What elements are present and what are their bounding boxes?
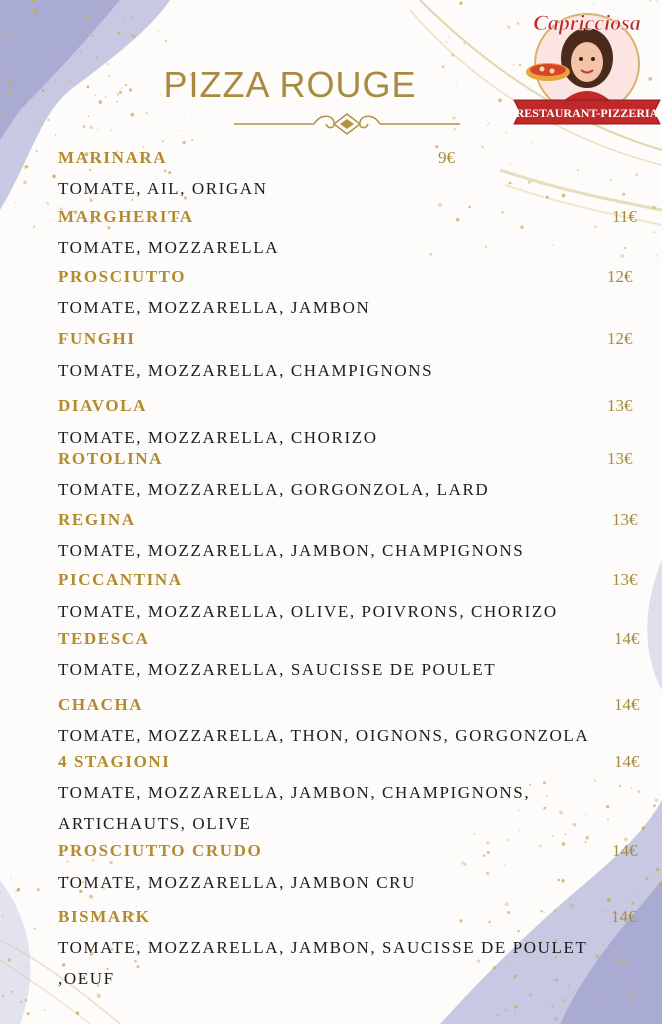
pizza-name: BISMARK xyxy=(58,907,151,926)
sparkle xyxy=(130,34,133,37)
sparkle xyxy=(124,19,126,21)
sparkle xyxy=(88,116,89,117)
sparkle xyxy=(504,865,506,867)
sparkle xyxy=(551,1005,554,1008)
pizza-name: PROSCIUTTO xyxy=(58,267,187,286)
sparkle xyxy=(514,1013,516,1015)
pizza-ingredients: ,OEUF xyxy=(58,969,115,988)
sparkle xyxy=(191,139,193,141)
sparkle xyxy=(20,1001,22,1003)
sparkle xyxy=(62,963,65,966)
pizza-ingredients: TOMATE, MOZZARELLA, JAMBON, SAUCISSE DE POULET xyxy=(58,938,588,957)
pizza-price: 13€ xyxy=(607,396,633,415)
sparkle xyxy=(131,113,135,117)
pizza-name: REGINA xyxy=(58,510,136,529)
sparkle xyxy=(656,255,658,257)
pizza-price: 9€ xyxy=(438,148,455,167)
sparkle xyxy=(493,966,496,969)
sparkle xyxy=(91,35,94,38)
pizza-price: 13€ xyxy=(612,570,638,589)
sparkle xyxy=(608,1007,609,1008)
sparkle xyxy=(481,146,484,149)
sparkle xyxy=(517,930,520,933)
sparkle xyxy=(111,130,113,132)
sparkle xyxy=(639,892,641,894)
sparkle xyxy=(555,1017,559,1021)
sparkle xyxy=(80,50,82,52)
sparkle xyxy=(573,823,577,827)
sparkle xyxy=(543,911,545,913)
sparkle xyxy=(96,56,98,58)
sparkle xyxy=(15,202,16,203)
sparkle xyxy=(554,909,557,912)
sparkle xyxy=(133,35,136,38)
pizza-ingredients: TOMATE, MOZZARELLA, THON, OIGNONS, GORGONZOLA xyxy=(58,726,590,745)
sparkle xyxy=(131,199,133,201)
sparkle xyxy=(46,202,49,205)
sparkle xyxy=(483,855,485,857)
sparkle xyxy=(2,56,4,58)
sparkle xyxy=(619,785,622,788)
sparkle xyxy=(486,841,489,844)
sparkle xyxy=(51,53,54,56)
sparkle xyxy=(11,991,13,993)
sparkle xyxy=(2,915,4,917)
sparkle xyxy=(463,43,465,45)
sparkle xyxy=(594,226,596,228)
logo-banner-text: RESTAURANT-PIZZERIA xyxy=(515,106,659,120)
sparkle xyxy=(97,994,101,998)
sparkle xyxy=(596,1006,598,1008)
sparkle xyxy=(658,892,659,893)
sparkle xyxy=(505,1009,507,1011)
sparkle xyxy=(655,798,659,802)
sparkle xyxy=(529,993,532,996)
sparkle xyxy=(33,8,34,9)
sparkle xyxy=(39,120,41,122)
sparkle xyxy=(570,904,573,907)
sparkle xyxy=(552,244,553,245)
pizza-name: DIAVOLA xyxy=(58,396,147,415)
sparkle xyxy=(33,225,35,227)
sparkle xyxy=(65,6,66,7)
sparkle xyxy=(653,804,656,807)
sparkle xyxy=(595,954,599,958)
pizza-ingredients: TOMATE, MOZZARELLA xyxy=(58,238,280,257)
sparkle xyxy=(47,119,50,122)
sparkle xyxy=(540,910,542,912)
sparkle xyxy=(562,842,566,846)
sparkle xyxy=(459,2,462,5)
sparkle xyxy=(191,118,192,119)
sparkle xyxy=(636,174,638,176)
sparkle xyxy=(487,851,490,854)
sparkle xyxy=(89,895,93,899)
sparkle xyxy=(630,995,633,998)
sparkle xyxy=(602,910,603,911)
sparkle xyxy=(606,805,609,808)
sparkle xyxy=(2,995,4,997)
sparkle xyxy=(27,1012,30,1015)
sparkle xyxy=(586,836,589,839)
sparkle xyxy=(33,10,37,14)
sparkle xyxy=(118,31,121,34)
sparkle xyxy=(86,15,90,19)
sparkle xyxy=(438,203,442,207)
sparkle xyxy=(514,1006,517,1009)
pizza-price: 14€ xyxy=(612,841,638,860)
sparkle xyxy=(468,206,471,209)
sparkle xyxy=(651,964,652,965)
sparkle xyxy=(635,980,637,982)
sparkle xyxy=(509,963,511,965)
sparkle xyxy=(532,142,533,143)
logo-script-text: Capricciosa xyxy=(533,10,641,35)
sparkle xyxy=(3,34,6,37)
pizza-price: 13€ xyxy=(612,510,638,529)
sparkle xyxy=(485,246,487,248)
sparkle xyxy=(642,975,643,976)
sparkle xyxy=(592,992,594,994)
sparkle xyxy=(89,169,91,171)
sparkle xyxy=(622,959,626,963)
sparkle xyxy=(645,877,649,881)
pizza-ingredients: TOMATE, MOZZARELLA, OLIVE, POIVRONS, CHORIZO xyxy=(58,602,558,621)
sparkle xyxy=(637,790,640,793)
sparkle xyxy=(33,928,35,930)
pizza-name: MARINARA xyxy=(58,148,168,167)
ornament-divider xyxy=(234,110,460,138)
sparkle xyxy=(182,141,185,144)
sparkle xyxy=(0,891,1,892)
sparkle xyxy=(461,861,464,864)
sparkle xyxy=(53,219,54,220)
pizza-name: PROSCIUTTO CRUDO xyxy=(58,841,263,860)
sparkle xyxy=(643,963,645,965)
sparkle xyxy=(509,163,510,164)
sparkle xyxy=(474,833,476,835)
pizza-price: 14€ xyxy=(614,752,640,771)
sparkle xyxy=(555,979,558,982)
sparkle xyxy=(137,965,140,968)
sparkle xyxy=(552,835,554,837)
sparkle xyxy=(621,254,624,257)
sparkle xyxy=(97,128,99,130)
sparkle xyxy=(97,993,99,995)
sparkle xyxy=(562,194,566,198)
sparkle xyxy=(507,911,510,914)
sparkle xyxy=(607,898,611,902)
sparkle xyxy=(622,193,625,196)
sparkle xyxy=(162,140,165,143)
sparkle xyxy=(565,834,566,835)
sparkle xyxy=(656,823,658,825)
sparkle xyxy=(561,879,564,882)
sparkle xyxy=(487,125,488,126)
sparkle xyxy=(98,11,100,13)
sparkle xyxy=(546,796,547,797)
pizza-price: 14€ xyxy=(611,907,637,926)
sparkle xyxy=(652,206,656,210)
sparkle xyxy=(589,1008,590,1009)
pizza-ingredients: TOMATE, MOZZARELLA, CHORIZO xyxy=(58,428,378,447)
sparkle xyxy=(528,181,531,184)
sparkle xyxy=(559,811,563,815)
sparkle xyxy=(429,253,432,256)
sparkle xyxy=(110,4,112,6)
sparkle xyxy=(446,41,447,42)
sparkle xyxy=(451,53,454,56)
sparkle xyxy=(44,1009,46,1011)
sparkle xyxy=(654,231,656,233)
pizza-ingredients: TOMATE, MOZZARELLA, CHAMPIGNONS xyxy=(58,361,434,380)
sparkle xyxy=(36,888,40,892)
sparkle xyxy=(488,920,491,923)
sparkle xyxy=(637,928,639,930)
sparkle xyxy=(506,839,508,841)
sparkle xyxy=(584,814,585,815)
sparkle xyxy=(498,259,499,260)
sparkle xyxy=(456,218,459,221)
sparkle xyxy=(7,958,11,962)
sparkle xyxy=(505,132,506,133)
sparkle xyxy=(505,902,509,906)
sparkle xyxy=(584,841,586,843)
sparkle xyxy=(82,125,85,128)
sparkle xyxy=(543,807,546,810)
sparkle xyxy=(486,872,489,875)
sparkle xyxy=(168,171,171,174)
pizza-price: 11€ xyxy=(612,207,637,226)
sparkle xyxy=(546,196,549,199)
sparkle xyxy=(557,879,560,882)
sparkle xyxy=(25,999,28,1002)
sparkle xyxy=(656,868,659,871)
sparkle xyxy=(631,901,634,904)
sparkle xyxy=(513,975,516,978)
sparkle xyxy=(52,175,56,179)
sparkle xyxy=(17,888,20,891)
pizza-name: CHACHA xyxy=(58,695,144,714)
pizza-price: 14€ xyxy=(614,629,640,648)
sparkle xyxy=(178,130,179,131)
pizza-price: 13€ xyxy=(607,449,633,468)
sparkle xyxy=(89,125,93,129)
pizza-price: 12€ xyxy=(607,329,633,348)
sparkle xyxy=(520,226,523,229)
sparkle xyxy=(603,944,604,945)
sparkle xyxy=(509,182,512,185)
sparkle xyxy=(491,925,493,927)
pizza-ingredients: ARTICHAUTS, OLIVE xyxy=(58,814,252,833)
sparkle xyxy=(23,181,27,185)
sparkle xyxy=(546,1004,548,1006)
sparkle xyxy=(624,247,626,249)
sparkle xyxy=(607,818,609,820)
pizza-ingredients: TOMATE, MOZZARELLA, SAUCISSE DE POULET xyxy=(58,660,497,679)
sparkle xyxy=(464,863,467,866)
sparkle xyxy=(539,845,542,848)
sparkle xyxy=(55,134,57,136)
sparkle xyxy=(448,37,450,39)
sparkle xyxy=(488,123,489,124)
sparkle xyxy=(123,22,124,23)
pizza-ingredients: TOMATE, MOZZARELLA, JAMBON, CHAMPIGNONS xyxy=(58,541,525,560)
sparkle xyxy=(109,861,112,864)
sparkle xyxy=(165,40,167,42)
sparkle xyxy=(501,211,503,213)
sparkle xyxy=(507,26,510,29)
sparkle xyxy=(567,985,569,987)
sparkle xyxy=(15,895,17,897)
sparkle xyxy=(543,781,546,784)
pizza-price: 12€ xyxy=(607,267,633,286)
sparkle xyxy=(614,958,617,961)
sparkle xyxy=(459,919,462,922)
sparkle xyxy=(631,787,632,788)
sparkle xyxy=(518,809,520,811)
pizza-price: 14€ xyxy=(614,695,640,714)
pizza-name: 4 STAGIONI xyxy=(58,752,171,771)
sparkle xyxy=(25,165,28,168)
pizza-name: TEDESCA xyxy=(58,629,150,648)
sparkle xyxy=(146,112,148,114)
sparkle xyxy=(620,948,621,949)
sparkle xyxy=(562,999,566,1003)
pizza-name: PICCANTINA xyxy=(58,570,183,589)
sparkle xyxy=(130,16,133,19)
pizza-name: MARGHERITA xyxy=(58,207,194,226)
pizza-ingredients: TOMATE, MOZZARELLA, GORGONZOLA, LARD xyxy=(58,480,490,499)
pizza-name: FUNGHI xyxy=(58,329,136,348)
sparkle xyxy=(36,150,38,152)
sparkle xyxy=(26,965,28,967)
sparkle xyxy=(577,169,579,171)
sparkle xyxy=(134,960,137,963)
page-title: PIZZA ROUGE xyxy=(163,64,417,105)
sparkle xyxy=(157,31,159,33)
sparkle xyxy=(641,826,645,830)
pizza-ingredients: TOMATE, AIL, ORIGAN xyxy=(58,179,268,198)
pizza-name: ROTOLINA xyxy=(58,449,164,468)
pizza-ingredients: TOMATE, MOZZARELLA, JAMBON xyxy=(58,298,371,317)
sparkle xyxy=(610,179,612,181)
sparkle xyxy=(519,829,520,830)
sparkle xyxy=(26,50,28,52)
sparkle xyxy=(497,1014,499,1016)
sparkle xyxy=(10,877,12,879)
sparkle xyxy=(76,1011,79,1014)
pizza-ingredients: TOMATE, MOZZARELLA, JAMBON, CHAMPIGNONS, xyxy=(58,783,531,802)
sparkle xyxy=(477,960,480,963)
pizza-ingredients: TOMATE, MOZZARELLA, JAMBON CRU xyxy=(58,873,416,892)
sparkle xyxy=(164,170,167,173)
sparkle xyxy=(594,780,596,782)
